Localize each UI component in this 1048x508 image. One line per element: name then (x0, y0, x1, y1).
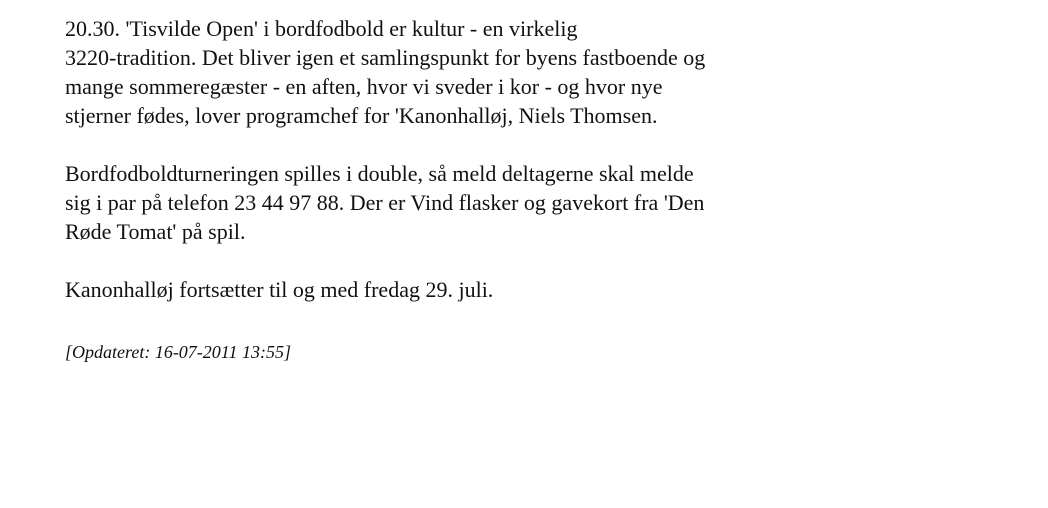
paragraph-3 (65, 275, 785, 304)
paragraph-line: 3220-tradition. Det bliver igen et samlingspunkt for byens fastboende og (65, 45, 706, 70)
paragraph-line: sig i par på telefon 23 44 97 88. Der er Vind flasker og gavekort fra 'Den (65, 190, 705, 215)
paragraph-line: Røde Tomat' på spil. (65, 219, 246, 244)
paragraph-line: Kanonhalløj fortsætter til og med fredag 29. juli. (65, 277, 494, 302)
paragraph-line: Bordfodboldturneringen spilles i double, så meld deltagerne skal melde (65, 161, 694, 186)
paragraph-line: stjerner fødes, lover programchef for 'Kanonhalløj, Niels Thomsen. (65, 103, 658, 128)
article-body (65, 14, 785, 333)
paragraph-line: 20.30. 'Tisvilde Open' i bordfodbold er kultur - en virkelig (65, 16, 578, 41)
paragraph-1 (65, 14, 785, 130)
paragraph-2 (65, 159, 785, 246)
paragraph-line: mange sommeregæster - en aften, hvor vi sveder i kor - og hvor nye (65, 74, 663, 99)
updated-timestamp: [Opdateret: 16-07-2011 13:55] (65, 342, 291, 362)
